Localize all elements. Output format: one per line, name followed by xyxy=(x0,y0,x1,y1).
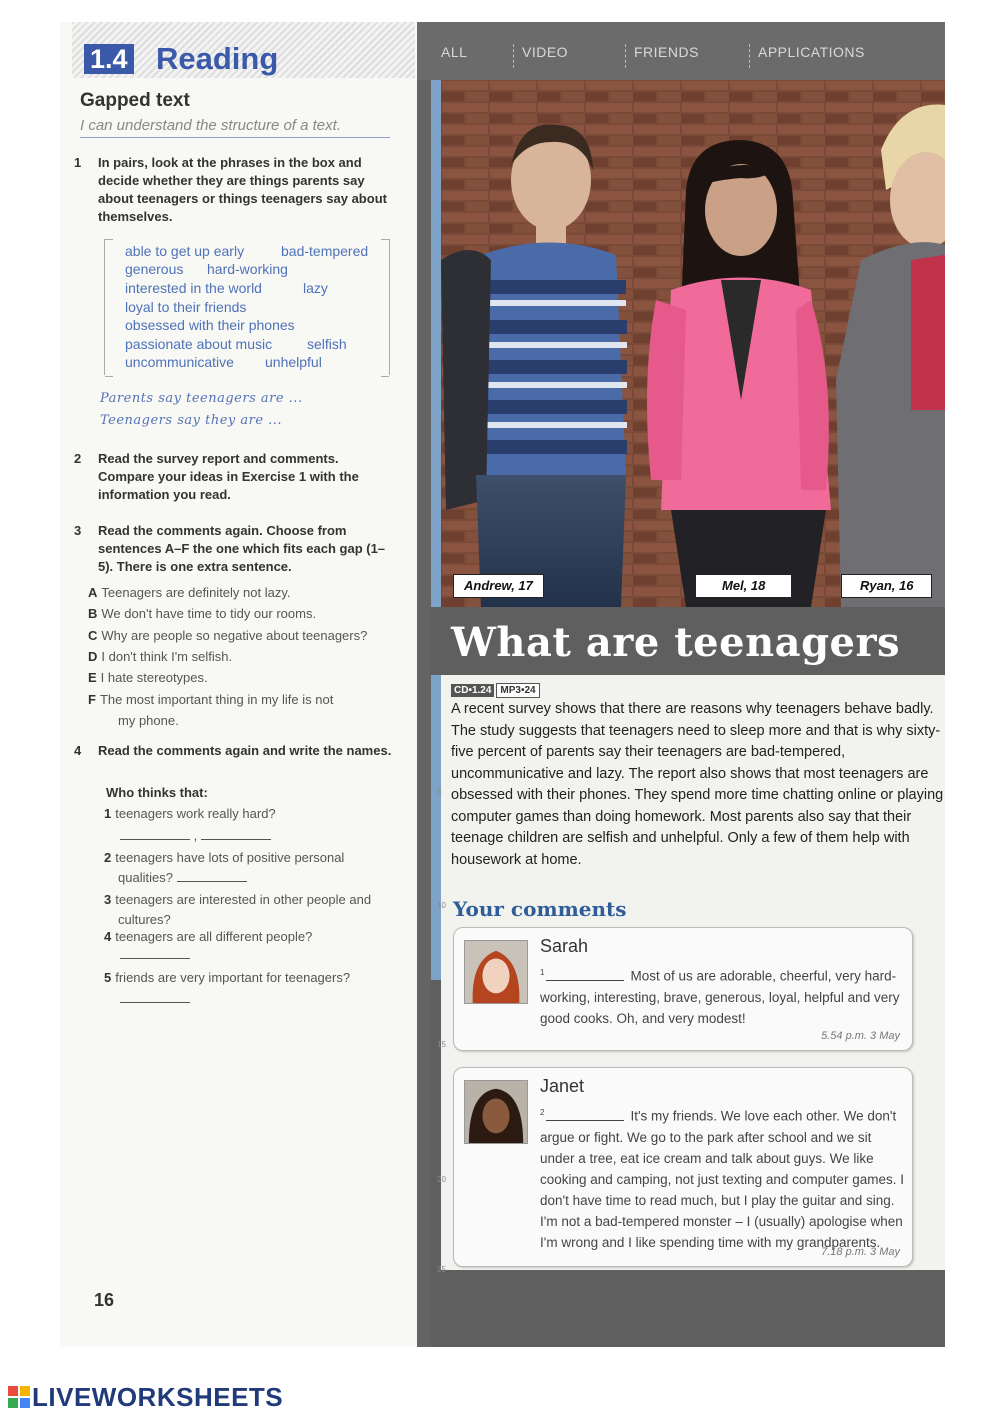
commenter-name: Sarah xyxy=(540,936,589,956)
blue-accent-strip xyxy=(431,80,441,980)
answer-blank-4 xyxy=(120,945,420,964)
phrase: lazy xyxy=(303,280,328,296)
article-body xyxy=(437,675,945,1274)
line-number: 25 xyxy=(437,1265,446,1274)
audio-tags xyxy=(451,683,542,698)
option-d: D I don't think I'm selfish. xyxy=(88,649,233,664)
commenter-name: Janet xyxy=(540,1076,585,1096)
phrase: selfish xyxy=(307,336,347,352)
liveworksheets-logo xyxy=(8,1382,283,1413)
question-1: 1 teenagers work really hard? xyxy=(104,806,276,821)
survey-report: A recent survey shows that there are reasons why teenagers behave badly. The study suggests that teenagers need to sleep more and that is why sixty-five percent of parents say their teenagers are bad-tempered, uncommunicative and lazy. The report also shows that most teenagers are obsessed with their phones. They spend more time chatting online or playing computer games than doing homework. Most parents also say that their teenage children are selfish and unhelpful. Only a few of them help with housework at home. xyxy=(451,701,944,868)
exercise-instruction: Read the survey report and comments. Compare your ideas in Exercise 1 with the information you read. xyxy=(98,451,359,502)
comment-text xyxy=(466,962,906,1029)
line-number: 5 xyxy=(437,787,442,796)
option-e: E I hate stereotypes. xyxy=(88,670,208,685)
section-title: Gapped text xyxy=(80,90,190,111)
logo-text: LIVEWORKSHEETS xyxy=(32,1382,284,1412)
comment-body: Most of us are adorable, cheerful, very hard-working, interesting, brave, generous, loyal, helpful and very good cooks. Oh, and very modest! xyxy=(540,968,900,1026)
caption-ryan: Ryan, 16 xyxy=(841,574,932,598)
line-number: 20 xyxy=(437,1175,446,1184)
comment-time: 5.54 p.m. 3 May xyxy=(821,1030,900,1042)
unit-title: Reading xyxy=(156,41,279,76)
exercise-number: 1 xyxy=(74,155,82,170)
nav-applications: APPLICATIONS xyxy=(749,44,865,68)
nav-all: ALL xyxy=(441,44,468,60)
answer-blank[interactable] xyxy=(120,828,190,840)
phrase: passionate about music xyxy=(125,336,273,352)
page-number: 16 xyxy=(94,1290,115,1310)
phrase: obsessed with their phones xyxy=(125,317,295,333)
phrase: able to get up early xyxy=(125,243,245,259)
option-f: F The most important thing in my life is not xyxy=(88,692,334,707)
mp3-track-tag: MP3•24 xyxy=(496,683,539,698)
exercise-number: 3 xyxy=(74,523,82,538)
gap-number: 1 xyxy=(540,968,545,977)
teenagers-photo xyxy=(441,80,945,607)
answer-blanks-1: , xyxy=(120,826,420,845)
headline-band xyxy=(431,607,945,675)
answer-blank[interactable] xyxy=(201,828,271,840)
nav-friends: FRIENDS xyxy=(625,44,699,68)
comments-heading: Your comments xyxy=(453,897,627,921)
phrase: hard-working xyxy=(207,261,288,277)
exercise-number: 2 xyxy=(74,451,82,466)
line-number: 10 xyxy=(437,901,446,910)
phrase-box xyxy=(104,239,390,375)
unit-header xyxy=(72,22,415,78)
gap-number: 2 xyxy=(540,1108,545,1117)
unit-number: 1.4 xyxy=(84,44,134,74)
comment-card-janet xyxy=(453,1067,913,1267)
answer-blank-5 xyxy=(120,989,420,1008)
option-b: B We don't have time to tidy our rooms. xyxy=(88,606,317,621)
question-5: 5 friends are very important for teenagers? xyxy=(104,970,351,985)
fake-web-nav xyxy=(417,22,945,80)
caption-andrew: Andrew, 17 xyxy=(453,574,544,598)
question-2-continued: qualities? xyxy=(118,868,418,887)
question-4: 4 teenagers are all different people? xyxy=(104,929,313,944)
exercise-instruction: Read the comments again and write the names. xyxy=(98,743,392,758)
phrase: interested in the world xyxy=(125,280,262,296)
phrase: uncommunicative xyxy=(125,354,234,370)
phrase: generous xyxy=(125,261,184,277)
question-2: 2 teenagers have lots of positive personal xyxy=(104,850,345,865)
comment-time: 7.18 p.m. 3 May xyxy=(821,1246,900,1258)
cd-track-tag: CD•1.24 xyxy=(451,684,494,697)
nav-video: VIDEO xyxy=(513,44,568,68)
question-intro: Who thinks that: xyxy=(106,785,208,800)
option-f-continued: my phone. xyxy=(118,713,179,728)
phrase: unhelpful xyxy=(265,354,322,370)
option-c: C Why are people so negative about teenagers? xyxy=(88,628,368,643)
question-3: 3 teenagers are interested in other people and xyxy=(104,892,372,907)
exercise-instruction: In pairs, look at the phrases in the box and decide whether they are things parents say about teenagers or things teenagers say about themselves. xyxy=(98,155,387,224)
question-3-continued: cultures? xyxy=(118,912,171,927)
handwritten-note: Teenagers say they are ... xyxy=(100,413,283,428)
answer-blank[interactable] xyxy=(177,870,247,882)
right-column xyxy=(417,22,945,1347)
photo-illustration xyxy=(441,80,945,607)
answer-blank[interactable] xyxy=(120,991,190,1003)
exercise-instruction: Read the comments again. Choose from sentences A–F the one which fits each gap (1–5). There is one extra sentence. xyxy=(98,523,386,574)
exercise-number: 4 xyxy=(74,743,82,758)
phrase: bad-tempered xyxy=(281,243,369,259)
answer-blank[interactable] xyxy=(120,947,190,959)
caption-mel: Mel, 18 xyxy=(695,574,792,598)
logo-icon xyxy=(8,1386,30,1408)
comment-body: It's my friends. We love each other. We don't argue or fight. We go to the park after school and we sit under a tree, eat ice cream and talk about guys. We like cooking and camping, not just texting and computer games. I don't have time to read much, but I play the guitar and sing. I'm not a bad-tempered monster – I (usually) apologise when I'm wrong and I like spending time with my grandparents. xyxy=(540,1108,904,1250)
learning-objective: I can understand the structure of a text. xyxy=(80,117,390,138)
article-headline: What are teenagers xyxy=(451,619,901,666)
comment-card-sarah xyxy=(453,927,913,1051)
worksheet-page xyxy=(60,22,945,1347)
phrase: loyal to their friends xyxy=(125,299,247,315)
left-column xyxy=(60,22,417,1347)
handwritten-note: Parents say teenagers are ... xyxy=(100,391,303,406)
option-a: A Teenagers are definitely not lazy. xyxy=(88,585,291,600)
gap-blank[interactable] xyxy=(546,1109,624,1121)
line-number: 15 xyxy=(437,1040,446,1049)
comment-text xyxy=(466,1102,906,1253)
gap-blank[interactable] xyxy=(546,969,624,981)
